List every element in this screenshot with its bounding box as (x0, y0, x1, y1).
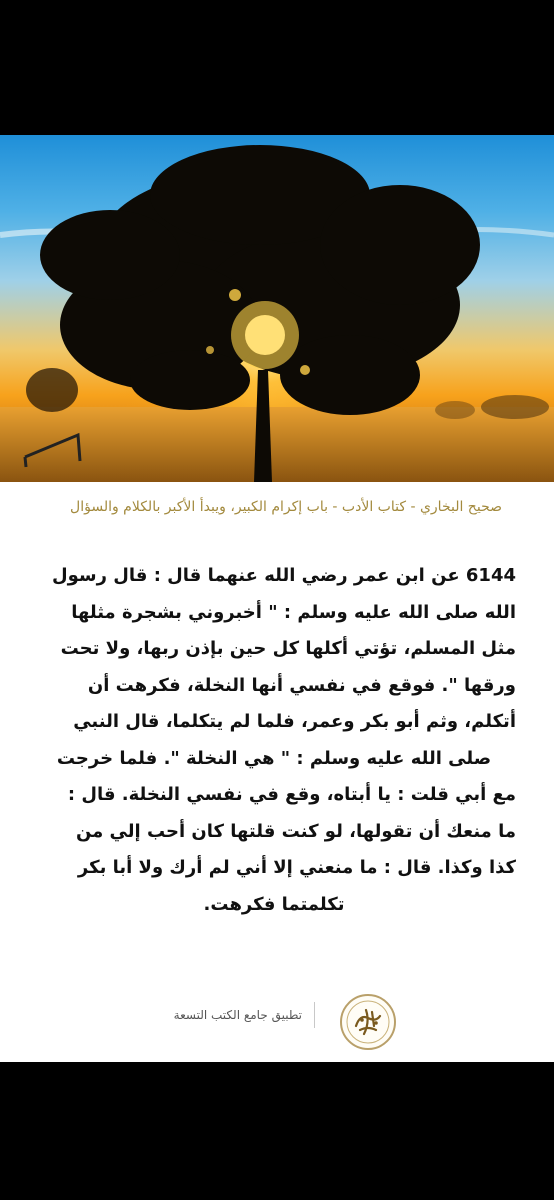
hadith-line: ورقها ". فوقع في نفسي أنها النخلة، فكرهت أن (87, 674, 516, 696)
hadith-line: 6144 عن ابن عمر رضي الله عنهما قال : قال رسول (52, 565, 516, 586)
hadith-line: الله صلى الله عليه وسلم : " أخبروني بشجرة مثلها (71, 601, 516, 623)
hadith-line: أتكلم، وثم أبو بكر وعمر، فلما لم يتكلما، قال النبي (73, 711, 516, 732)
muhammad-calligraphy-icon (342, 996, 394, 1048)
hadith-card (0, 482, 554, 1062)
hadith-text (32, 558, 516, 923)
bottom-black-bar (0, 1062, 554, 1200)
footer-divider (314, 1002, 315, 1028)
app-footer (0, 980, 554, 1050)
chapter-title: صحيح البخاري - كتاب الأدب - باب إكرام الكبير، ويبدأ الأكبر بالكلام والسؤال (70, 499, 502, 515)
hadith-line: ما منعك أن تقولها، لو كنت قلتها كان أحب إلي من (75, 820, 516, 842)
hadith-line: مثل المسلم، تؤتي أكلها كل حين بإذن ربها، ولا تحت (60, 638, 516, 659)
top-black-bar (0, 0, 554, 135)
hadith-line: صلى الله عليه وسلم : " هي النخلة ". فلما خرجت (56, 747, 492, 769)
hadith-line: كذا وكذا. قال : ما منعني إلا أني لم أرك ولا أبا بكر (77, 857, 516, 878)
sunset-tree-photo (0, 135, 554, 482)
hadith-line: تكلمتما فكرهت. (203, 893, 345, 915)
hadith-line: مع أبي قلت : يا أبتاه، وقع في نفسي النخلة. قال : (67, 784, 516, 805)
app-name: تطبيق جامع الكتب التسعة (173, 1008, 302, 1022)
sunset-tree-illustration (0, 135, 554, 482)
app-logo-icon (340, 994, 396, 1050)
